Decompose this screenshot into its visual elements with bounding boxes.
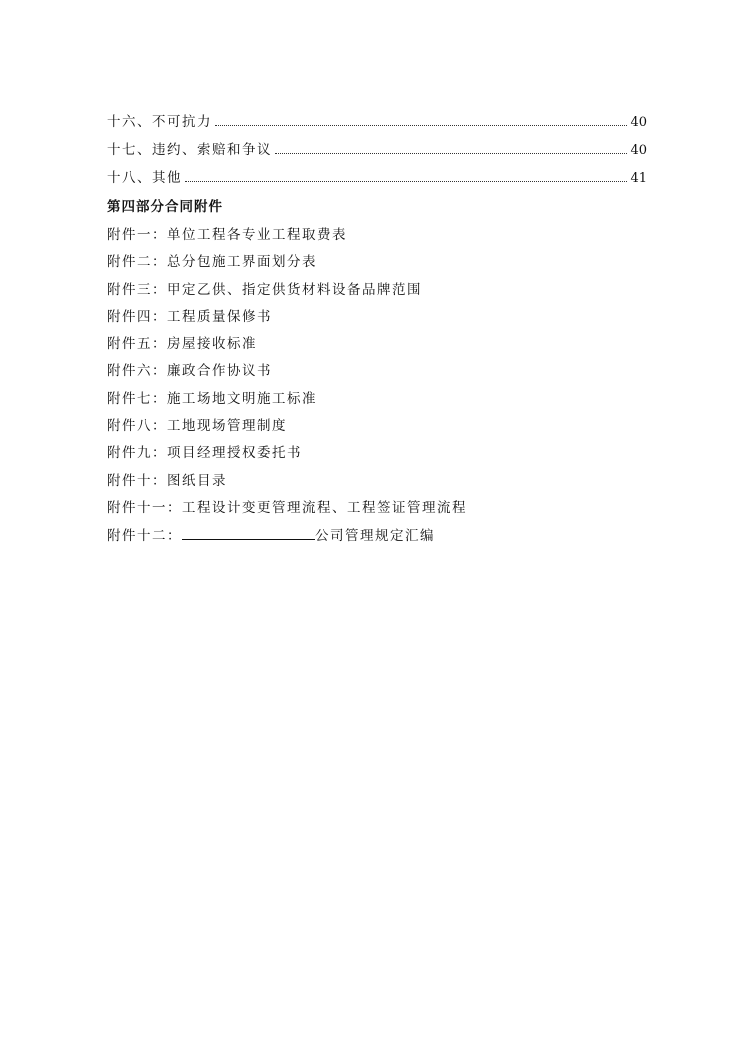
appendix-item-3: 附件三：甲定乙供、指定供货材料设备品牌范围	[107, 281, 422, 298]
appendix-item-10: 附件十：图纸目录	[107, 472, 227, 489]
toc-entry-17	[107, 140, 647, 168]
appendix-item-2: 附件二：总分包施工界面划分表	[107, 254, 317, 271]
fill-in-blank-line	[182, 525, 315, 540]
appendix-item-8: 附件八：工地现场管理制度	[107, 418, 287, 435]
appendix-item-12-suffix: 公司管理规定汇编	[315, 528, 435, 545]
appendix-item-11: 附件十一：工程设计变更管理流程、工程签证管理流程	[107, 499, 467, 516]
toc-dot-leader	[275, 152, 627, 154]
table-of-contents	[107, 112, 647, 196]
toc-dot-leader	[185, 180, 627, 182]
appendix-item-9: 附件九：项目经理授权委托书	[107, 445, 302, 462]
toc-entry-title: 十六、不可抗力	[107, 114, 212, 130]
toc-entry-title: 十七、违约、索赔和争议	[107, 142, 272, 158]
toc-page-number: 41	[630, 171, 647, 186]
section-heading: 第四部分合同附件	[107, 199, 223, 215]
appendix-item-12	[107, 525, 627, 552]
appendix-item-1: 附件一：单位工程各专业工程取费表	[107, 227, 347, 243]
toc-entry-18	[107, 168, 647, 196]
toc-entry-title: 十八、其他	[107, 170, 182, 186]
appendix-item-6: 附件六：廉政合作协议书	[107, 363, 272, 380]
toc-dot-leader	[215, 124, 627, 126]
appendix-item-4: 附件四：工程质量保修书	[107, 308, 272, 325]
appendix-item-5: 附件五：房屋接收标准	[107, 336, 257, 353]
toc-page-number: 40	[630, 115, 647, 130]
appendix-item-12-prefix: 附件十二：	[107, 528, 182, 545]
toc-page-number: 40	[630, 143, 647, 158]
appendix-item-7: 附件七：施工场地文明施工标准	[107, 390, 317, 407]
toc-entry-16	[107, 112, 647, 140]
appendix-list	[107, 225, 627, 553]
